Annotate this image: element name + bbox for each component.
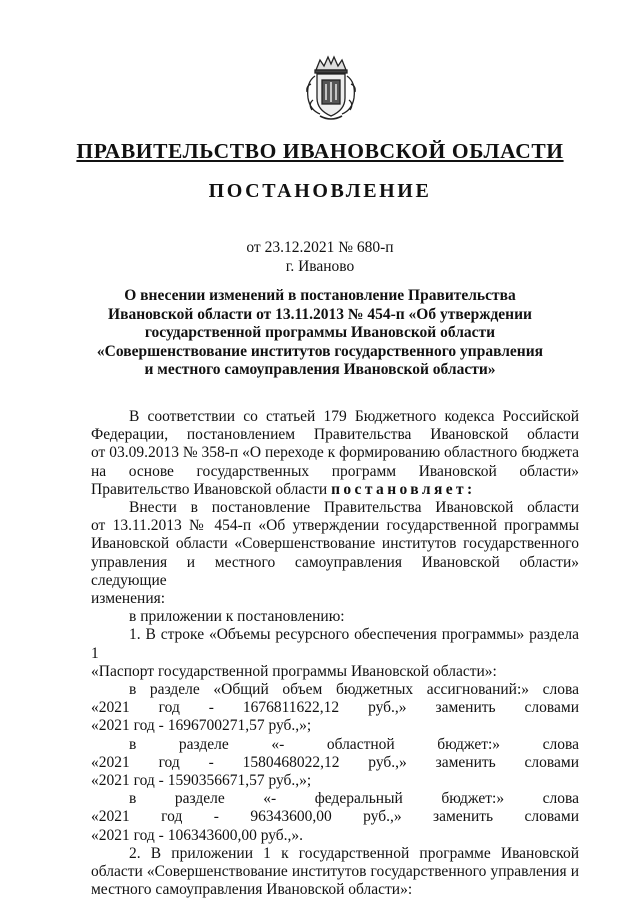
coat-of-arms-icon [300,54,362,124]
body-line: от 13.11.2013 № 454-п «Об утверждении государственной программы [91,517,579,535]
document-type: ПОСТАНОВЛЕНИЕ [208,180,432,202]
body-line: 1. В строке «Объемы ресурсного обеспечения программы» раздела 1 [91,626,579,662]
body-line: местного самоуправления Ивановской области»: [91,881,413,899]
date-block [0,238,640,276]
body-line: «2021 год - 1580468022,12 руб.,» заменить словами [91,753,579,771]
document-body [91,408,579,899]
title-line: «Совершенствование институтов государственного управления [96,342,544,360]
date-number: от 23.12.2021 № 680-п [246,239,394,256]
body-line: Ивановской области «Совершенствование институтов государственного [91,535,579,553]
title-line: Ивановской области от 13.11.2013 № 454-п «Об утверждении [108,305,532,323]
title-line: О внесении изменений в постановление Правительства [124,287,516,304]
body-line [91,481,579,499]
body-line: «Паспорт государственной программы Ивановской области»: [91,662,497,680]
body-line: Внести в постановление Правительства Ивановской области [129,499,579,517]
body-line: «2021 год - 1696700271,57 руб.,»; [91,717,312,735]
body-line: «2021 год - 96343600,00 руб.,» заменить словами [91,808,579,826]
body-line: в приложении к постановлению: [129,608,345,626]
title-line: государственной программы Ивановской области [144,324,496,342]
government-name: ПРАВИТЕЛЬСТВО ИВАНОВСКОЙ ОБЛАСТИ [76,139,564,163]
resolution-verb: постановляет: [331,480,476,498]
body-line: в разделе «Общий объем бюджетных ассигнований:» слова [129,681,579,699]
body-line: области «Совершенствование институтов государственного управления и [91,863,579,881]
decree-title [0,287,640,380]
body-line: В соответствии со статьей 179 Бюджетного кодекса Российской [129,408,579,425]
body-line: на основе государственных программ Ивановской области» [91,462,579,480]
body-line: управления и местного самоуправления Ивановской области» следующие [91,553,579,589]
body-line: «2021 год - 106343600,00 руб.,». [91,826,304,844]
body-line: 2. В приложении 1 к государственной программе Ивановской [129,844,579,862]
body-line: «2021 год - 1590356671,57 руб.,»; [91,772,312,790]
city: г. Иваново [285,258,355,275]
resolution-prefix: Правительство Ивановской области [91,480,328,498]
body-line: в разделе «- областной бюджет:» слова [129,735,579,753]
body-line: «2021 год - 1676811622,12 руб.,» заменить словами [91,699,579,717]
body-line: изменения: [91,590,166,608]
title-line: и местного самоуправления Ивановской области» [144,361,496,379]
body-line: в разделе «- федеральный бюджет:» слова [129,790,579,808]
body-line: Федерации, постановлением Правительства Ивановской области [91,426,579,444]
body-line: от 03.09.2013 № 358-п «О переходе к формированию областного бюджета [91,444,579,462]
